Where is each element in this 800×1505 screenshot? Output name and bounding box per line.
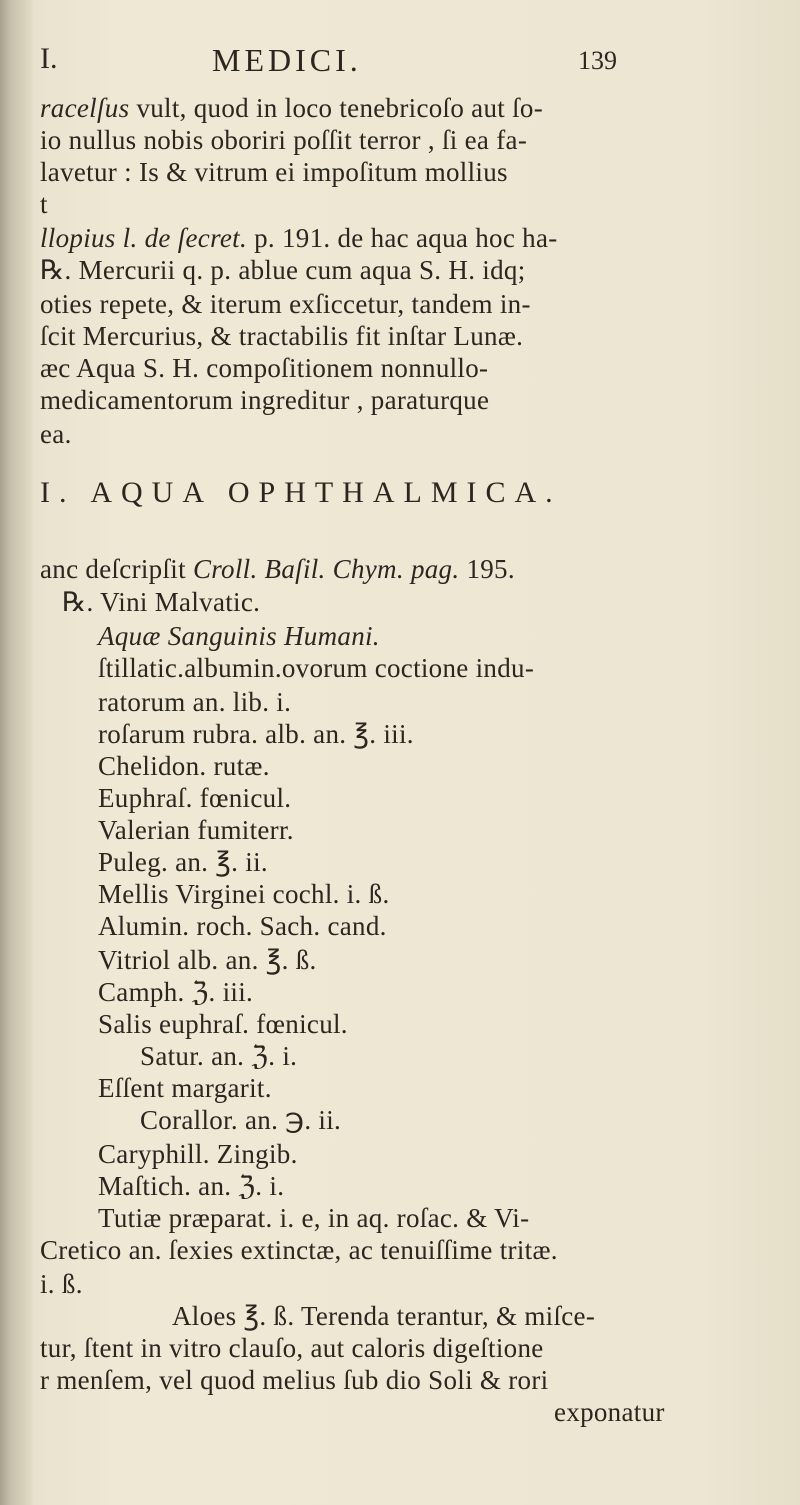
recipe-line: r menſem, vel quod melius ſub dio Soli & rori [40,1365,549,1395]
recipe-line: Aloes ℥. ß. Terenda terantur, & miſce- [172,1301,596,1331]
recipe-line: Aquæ Sanguinis Humani. [98,621,380,651]
text-line: lavetur : Is & vitrum ei impoſitum mollius [40,157,508,187]
recipe-line: Mellis Virginei cochl. i. ß. [98,879,390,909]
recipe-line: ſtillatic.albumin.ovorum coctione indu- [98,653,535,683]
text-line: io nullus nobis oboriri poſſit terror , ſi ea fa- [40,125,528,155]
text-line: oties repete, & iterum exſiccetur, tandem in- [40,289,531,319]
recipe-intro: anc deſcripſit Croll. Baſil. Chym. pag. 195. [40,554,515,584]
text-line: medicamentorum ingreditur , paraturque [40,385,490,415]
recipe-line: Alumin. roch. Sach. cand. [98,911,387,941]
recipe-line: roſarum rubra. alb. an. ℥. iii. [98,719,414,749]
recipe-line: Eſſent margarit. [98,1073,272,1103]
header-title: MEDICI. [212,42,362,78]
recipe-line: i. ß. [40,1269,83,1299]
page-number: 139 [578,46,617,75]
recipe-line: Salis euphraſ. fœnicul. [98,1009,348,1039]
recipe-line: ratorum an. lib. i. [98,687,292,717]
text-line: ſcit Mercurius, & tractabilis fit inſtar Lunæ. [40,321,524,351]
recipe-line: Satur. an. ℨ. i. [140,1041,298,1071]
text-line: llopius l. de ſecret. p. 191. de hac aqua hoc ha- [40,223,558,253]
text-line: ea. [40,419,72,449]
recipe-line: Camph. ℨ. iii. [98,977,254,1007]
binding-gutter [0,0,34,1505]
text-line: ℞. Mercurii q. p. ablue cum aqua S. H. idq; [40,255,526,285]
catchword: exponatur [554,1397,665,1427]
recipe-line: tur, ſtent in vitro clauſo, aut caloris digeſtione [40,1333,544,1363]
section-heading: I. AQUA OPHTHALMICA. [40,476,562,509]
recipe-line: Valerian fumiterr. [98,815,294,845]
recipe-line: Caryphill. Zingib. [98,1139,298,1169]
recipe-line: Cretico an. ſexies extinctæ, ac tenuiſſime tritæ. [40,1235,558,1265]
recipe-line: Maſtich. an. ℨ. i. [98,1171,285,1201]
header-section-number: I. [40,42,58,75]
recipe-line: Vitriol alb. an. ℥. ß. [98,945,317,975]
text-line: t [40,189,48,219]
recipe-line: Tutiæ præparat. i. e, in aq. roſac. & Vi- [98,1203,530,1233]
text-line: æc Aqua S. H. compoſitionem nonnullo- [40,353,489,383]
recipe-line: ℞. Vini Malvatic. [62,587,261,617]
recipe-line: Corallor. an. ℈. ii. [140,1105,342,1135]
text-line: racelſus vult, quod in loco tenebricoſo aut ſo- [40,93,544,123]
recipe-line: Euphraſ. fœnicul. [98,783,292,813]
recipe-line: Chelidon. rutæ. [98,751,270,781]
recipe-line: Puleg. an. ℥. ii. [98,847,268,877]
